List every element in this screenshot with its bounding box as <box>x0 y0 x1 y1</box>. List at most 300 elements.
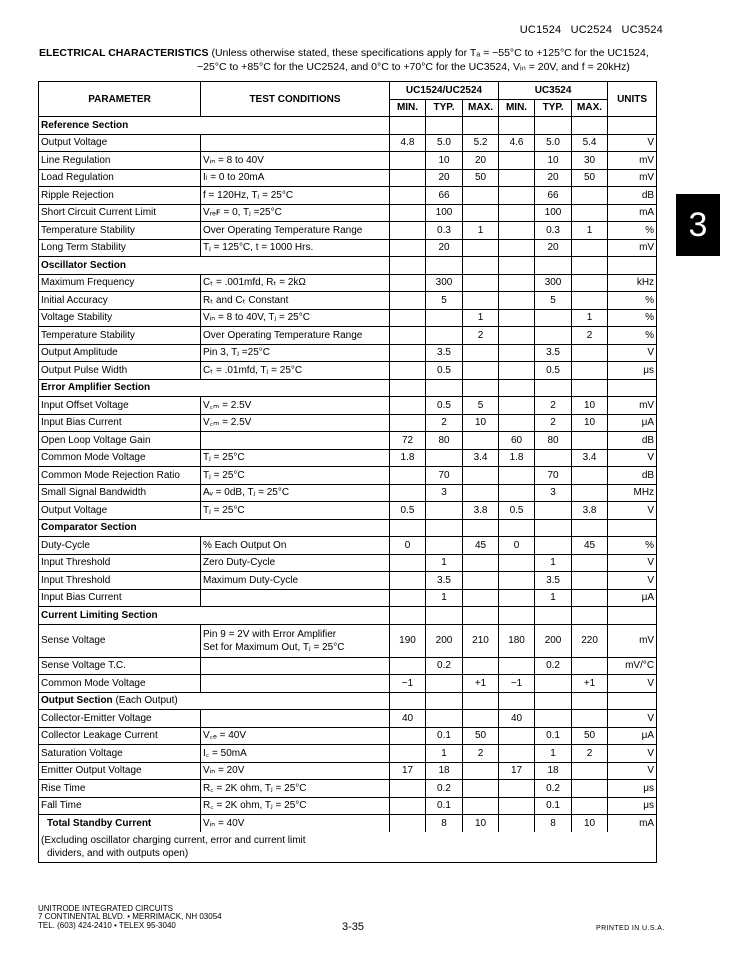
parameter-cell: Emitter Output Voltage <box>39 762 201 780</box>
max-value: 2 <box>463 327 499 345</box>
table-row <box>39 134 657 152</box>
max-value: 210 <box>463 624 499 657</box>
parameter-cell: Maximum Frequency <box>39 274 201 292</box>
typ-value <box>535 710 572 728</box>
section-title <box>39 379 390 397</box>
max-value: 20 <box>463 152 499 170</box>
units-cell: V <box>608 554 657 572</box>
max-value: 10 <box>463 815 499 832</box>
typ-value <box>535 309 572 327</box>
min-value <box>390 484 426 502</box>
test-condition-cell: Zero Duty-Cycle <box>201 554 390 572</box>
typ-value: 1 <box>426 554 463 572</box>
section-spacer-cell <box>499 257 535 275</box>
min-value <box>390 274 426 292</box>
typ-value: 0.1 <box>535 797 572 815</box>
parameter-cell: Collector-Emitter Voltage <box>39 710 201 728</box>
max-value: 10 <box>463 414 499 432</box>
test-condition-cell: I꜀ = 50mA <box>201 745 390 763</box>
min-value <box>499 589 535 607</box>
section-spacer-cell <box>535 519 572 537</box>
table-row <box>39 554 657 572</box>
test-condition-line2: Set for Maximum Out, Tⱼ = 25°C <box>203 641 345 653</box>
typ-value: 0.1 <box>426 727 463 745</box>
test-condition-cell: % Each Output On <box>201 537 390 555</box>
typ-value: 8 <box>426 815 463 832</box>
min-value: 17 <box>390 762 426 780</box>
footer-company: UNITRODE INTEGRATED CIRCUITS <box>38 904 173 913</box>
max-value: 1 <box>463 309 499 327</box>
typ-value <box>426 537 463 555</box>
max-value <box>463 657 499 675</box>
section-spacer-cell <box>535 607 572 625</box>
min-value: 17 <box>499 762 535 780</box>
typ-value: 3.5 <box>426 344 463 362</box>
section-spacer-cell <box>535 257 572 275</box>
section-spacer-cell <box>390 692 426 710</box>
test-condition-cell: Vᵣₑꜰ = 0, Tⱼ =25°C <box>201 204 390 222</box>
units-cell: μA <box>608 414 657 432</box>
max-value <box>463 344 499 362</box>
typ-value: 5 <box>426 292 463 310</box>
table-row <box>39 204 657 222</box>
section-title-text: Current Limiting Section <box>41 609 158 621</box>
typ-value: 66 <box>426 187 463 205</box>
max-value <box>572 362 608 380</box>
typ-value <box>426 675 463 693</box>
section-spacer-cell <box>390 257 426 275</box>
min-value <box>390 169 426 187</box>
typ-value: 20 <box>426 169 463 187</box>
parameter-cell: Input Bias Current <box>39 589 201 607</box>
units-cell: V <box>608 344 657 362</box>
units-cell: % <box>608 292 657 310</box>
printed-in-usa: PRINTED IN U.S.A. <box>596 925 665 932</box>
units-cell: μA <box>608 589 657 607</box>
ec-conditions-line1: (Unless otherwise stated, these specifications apply for Tₐ = −55°C to +125°C for the UC1524, <box>208 47 649 59</box>
table-row <box>39 344 657 362</box>
table-row <box>39 169 657 187</box>
units-cell: % <box>608 327 657 345</box>
max-value: 2 <box>572 327 608 345</box>
max-value: 5.2 <box>463 134 499 152</box>
table-row <box>39 762 657 780</box>
section-spacer-cell <box>426 519 463 537</box>
min-value <box>390 327 426 345</box>
electrical-characteristics-heading <box>39 47 649 59</box>
section-title <box>39 117 390 135</box>
units-cell: mV <box>608 169 657 187</box>
typ-value <box>535 502 572 520</box>
table-row <box>39 624 657 657</box>
section-spacer-cell <box>535 692 572 710</box>
section-spacer-cell <box>426 379 463 397</box>
section-spacer-cell <box>608 257 657 275</box>
test-condition-cell: Vᵢₙ = 8 to 40V, Tⱼ = 25°C <box>201 309 390 327</box>
parameter-cell: Long Term Stability <box>39 239 201 257</box>
section-spacer-cell <box>499 692 535 710</box>
test-condition-cell <box>201 657 390 675</box>
parameter-cell: Fall Time <box>39 797 201 815</box>
max-value: 45 <box>463 537 499 555</box>
typ-value: 3.5 <box>535 572 572 590</box>
table-row <box>39 239 657 257</box>
parameter-cell: Sense Voltage T.C. <box>39 657 201 675</box>
units-cell: mV <box>608 624 657 657</box>
min-value <box>390 397 426 415</box>
typ-value: 3 <box>426 484 463 502</box>
max-value <box>572 780 608 798</box>
min-value <box>390 657 426 675</box>
max-value <box>463 204 499 222</box>
min-value: 0.5 <box>390 502 426 520</box>
test-condition-cell: Rₜ and Cₜ Constant <box>201 292 390 310</box>
parameter-cell: Load Regulation <box>39 169 201 187</box>
parameter-cell: Input Threshold <box>39 554 201 572</box>
min-value <box>499 169 535 187</box>
header-uc1524-uc2524: UC1524/UC2524 <box>390 82 499 100</box>
header-max: MAX. <box>572 99 608 117</box>
min-value: 190 <box>390 624 426 657</box>
min-value <box>499 309 535 327</box>
max-value: +1 <box>572 675 608 693</box>
test-condition-cell <box>201 675 390 693</box>
typ-value: 1 <box>426 589 463 607</box>
footer-company-block <box>38 905 222 930</box>
typ-value <box>426 502 463 520</box>
typ-value: 2 <box>535 414 572 432</box>
max-value <box>572 589 608 607</box>
table-row <box>39 745 657 763</box>
min-value <box>390 362 426 380</box>
parameter-cell: Short Circuit Current Limit <box>39 204 201 222</box>
parameter-cell: Input Threshold <box>39 572 201 590</box>
min-value <box>499 274 535 292</box>
typ-value <box>426 710 463 728</box>
min-value <box>390 780 426 798</box>
ec-conditions-line2: −25°C to +85°C for the UC2524, and 0°C to +70°C for the UC3524, Vᵢₙ = 20V, and f = 20kHz) <box>197 61 630 73</box>
typ-value: 5.0 <box>426 134 463 152</box>
typ-value <box>535 327 572 345</box>
section-title <box>39 519 390 537</box>
typ-value: 0.5 <box>426 397 463 415</box>
typ-value: 20 <box>535 169 572 187</box>
section-spacer-cell <box>463 379 499 397</box>
units-cell: % <box>608 309 657 327</box>
min-value: 1.8 <box>499 449 535 467</box>
min-value: 40 <box>390 710 426 728</box>
section-spacer-cell <box>535 379 572 397</box>
standby-note-line1: (Excluding oscillator charging current, error and current limit <box>41 834 306 846</box>
parameter-cell: Input Offset Voltage <box>39 397 201 415</box>
typ-value: 0.5 <box>535 362 572 380</box>
table-row <box>39 727 657 745</box>
min-value <box>499 327 535 345</box>
parameter-cell: Common Mode Voltage <box>39 449 201 467</box>
section-spacer-cell <box>608 607 657 625</box>
typ-value: 70 <box>535 467 572 485</box>
typ-value: 0.3 <box>535 222 572 240</box>
table-row <box>39 502 657 520</box>
max-value <box>463 362 499 380</box>
units-cell: μA <box>608 727 657 745</box>
units-cell: V <box>608 572 657 590</box>
header-uc3524: UC3524 <box>499 82 608 100</box>
ec-title-bold: ELECTRICAL CHARACTERISTICS <box>39 47 209 59</box>
min-value <box>499 152 535 170</box>
units-cell: dB <box>608 467 657 485</box>
header-typ: TYP. <box>535 99 572 117</box>
max-value <box>572 762 608 780</box>
max-value: 30 <box>572 152 608 170</box>
electrical-characteristics-table <box>38 81 657 863</box>
parameter-cell: Voltage Stability <box>39 309 201 327</box>
min-value <box>390 572 426 590</box>
test-condition-cell: Tⱼ = 25°C <box>201 502 390 520</box>
max-value: 10 <box>572 397 608 415</box>
typ-value: 0.2 <box>426 780 463 798</box>
section-spacer-cell <box>608 519 657 537</box>
units-cell: V <box>608 502 657 520</box>
parameter-cell: Common Mode Rejection Ratio <box>39 467 201 485</box>
max-value: 1 <box>463 222 499 240</box>
section-header-row <box>39 519 657 537</box>
table-body <box>39 117 657 863</box>
max-value: 50 <box>463 169 499 187</box>
max-value: 5.4 <box>572 134 608 152</box>
units-cell: V <box>608 449 657 467</box>
max-value <box>463 554 499 572</box>
table-row <box>39 222 657 240</box>
test-condition-cell: f = 120Hz, Tⱼ = 25°C <box>201 187 390 205</box>
footer-address: 7 CONTINENTAL BLVD. • MERRIMACK, NH 03054 <box>38 912 222 922</box>
test-condition-cell: Vᵢₙ = 40V <box>201 815 390 832</box>
min-value <box>390 187 426 205</box>
parameter-cell: Ripple Rejection <box>39 187 201 205</box>
max-value: 3.8 <box>463 502 499 520</box>
units-cell: mV <box>608 239 657 257</box>
parameter-cell: Output Voltage <box>39 134 201 152</box>
section-spacer-cell <box>608 117 657 135</box>
table-row <box>39 187 657 205</box>
units-cell: dB <box>608 187 657 205</box>
min-value <box>390 745 426 763</box>
typ-value: 80 <box>535 432 572 450</box>
max-value: 10 <box>572 815 608 832</box>
test-condition-cell: Over Operating Temperature Range <box>201 327 390 345</box>
typ-value: 1 <box>426 745 463 763</box>
min-value <box>390 344 426 362</box>
min-value <box>499 797 535 815</box>
parameter-cell: Saturation Voltage <box>39 745 201 763</box>
section-header-row <box>39 692 657 710</box>
test-condition-cell: Iₗ = 0 to 20mA <box>201 169 390 187</box>
section-spacer-cell <box>572 607 608 625</box>
units-cell: V <box>608 745 657 763</box>
max-value <box>463 274 499 292</box>
section-header-row <box>39 117 657 135</box>
test-condition-line1: Pin 9 = 2V with Error Amplifier <box>203 628 337 640</box>
standby-note <box>39 832 657 863</box>
max-value <box>572 572 608 590</box>
section-title <box>39 257 390 275</box>
typ-value: 8 <box>535 815 572 832</box>
min-value <box>390 815 426 832</box>
typ-value <box>426 327 463 345</box>
min-value <box>390 239 426 257</box>
section-header-row <box>39 379 657 397</box>
max-value <box>463 484 499 502</box>
units-cell: V <box>608 762 657 780</box>
test-condition-cell: R꜀ = 2K ohm, Tⱼ = 25°C <box>201 780 390 798</box>
section-spacer-cell <box>499 379 535 397</box>
max-value <box>572 484 608 502</box>
max-value <box>463 239 499 257</box>
min-value <box>390 204 426 222</box>
test-condition-cell <box>201 589 390 607</box>
units-cell: % <box>608 222 657 240</box>
min-value: 72 <box>390 432 426 450</box>
table-row <box>39 327 657 345</box>
section-title-text: Error Amplifier Section <box>41 382 151 394</box>
max-value <box>572 344 608 362</box>
min-value <box>499 239 535 257</box>
section-title-text: Oscillator Section <box>41 259 127 271</box>
min-value <box>390 554 426 572</box>
part-uc2524: UC2524 <box>570 24 613 36</box>
typ-value: 0.1 <box>426 797 463 815</box>
min-value <box>499 362 535 380</box>
units-cell: MHz <box>608 484 657 502</box>
section-spacer-cell <box>572 519 608 537</box>
table-row <box>39 292 657 310</box>
max-value <box>572 710 608 728</box>
parameter-cell: Input Bias Current <box>39 414 201 432</box>
section-spacer-cell <box>390 379 426 397</box>
typ-value: 18 <box>535 762 572 780</box>
section-spacer-cell <box>463 519 499 537</box>
min-value: −1 <box>499 675 535 693</box>
typ-value: 300 <box>535 274 572 292</box>
parameter-cell: Output Amplitude <box>39 344 201 362</box>
units-cell: mV/°C <box>608 657 657 675</box>
max-value: +1 <box>463 675 499 693</box>
section-header-row <box>39 607 657 625</box>
test-condition-cell: Aᵥ = 0dB, Tⱼ = 25°C <box>201 484 390 502</box>
typ-value: 100 <box>426 204 463 222</box>
min-value <box>499 780 535 798</box>
parameter-cell: Small Signal Bandwidth <box>39 484 201 502</box>
max-value <box>572 204 608 222</box>
typ-value: 20 <box>535 239 572 257</box>
section-title <box>39 692 390 710</box>
units-cell: mA <box>608 204 657 222</box>
min-value: 0 <box>390 537 426 555</box>
units-cell: V <box>608 710 657 728</box>
section-spacer-cell <box>463 607 499 625</box>
max-value: 1 <box>572 309 608 327</box>
section-spacer-cell <box>463 692 499 710</box>
min-value <box>390 222 426 240</box>
min-value <box>499 292 535 310</box>
part-uc3524: UC3524 <box>621 24 663 36</box>
min-value <box>390 152 426 170</box>
section-spacer-cell <box>390 117 426 135</box>
typ-value <box>426 449 463 467</box>
typ-value: 3.5 <box>426 572 463 590</box>
max-value <box>572 432 608 450</box>
units-cell: mV <box>608 397 657 415</box>
table-row <box>39 467 657 485</box>
test-condition-cell: Vᵢₙ = 8 to 40V <box>201 152 390 170</box>
section-spacer-cell <box>572 379 608 397</box>
max-value <box>463 432 499 450</box>
units-cell: mV <box>608 152 657 170</box>
table-row <box>39 152 657 170</box>
table-row <box>39 432 657 450</box>
section-spacer-cell <box>608 692 657 710</box>
max-value: 45 <box>572 537 608 555</box>
parameter-cell: Collector Leakage Current <box>39 727 201 745</box>
min-value <box>499 204 535 222</box>
min-value: 180 <box>499 624 535 657</box>
typ-value: 200 <box>426 624 463 657</box>
table-row <box>39 710 657 728</box>
units-cell: mA <box>608 815 657 832</box>
typ-value: 0.5 <box>426 362 463 380</box>
table-row <box>39 309 657 327</box>
typ-value: 2 <box>426 414 463 432</box>
units-cell: kHz <box>608 274 657 292</box>
max-value <box>463 467 499 485</box>
table-row <box>39 572 657 590</box>
table-row <box>39 449 657 467</box>
units-cell: V <box>608 134 657 152</box>
min-value: 4.8 <box>390 134 426 152</box>
test-condition-cell: Cₜ = .001mfd, Rₜ = 2kΩ <box>201 274 390 292</box>
parameter-cell: Total Standby Current <box>39 815 201 832</box>
typ-value: 10 <box>535 152 572 170</box>
typ-value: 1 <box>535 554 572 572</box>
test-condition-cell <box>201 432 390 450</box>
max-value <box>572 292 608 310</box>
max-value: 220 <box>572 624 608 657</box>
section-spacer-cell <box>390 607 426 625</box>
parameter-cell: Line Regulation <box>39 152 201 170</box>
part-uc1524: UC1524 <box>519 24 562 36</box>
max-value: 50 <box>572 169 608 187</box>
test-condition-cell: V꜀ₘ = 2.5V <box>201 397 390 415</box>
max-value <box>572 797 608 815</box>
min-value: 4.6 <box>499 134 535 152</box>
min-value <box>499 397 535 415</box>
typ-value: 10 <box>426 152 463 170</box>
section-spacer-cell <box>499 519 535 537</box>
parameter-cell: Open Loop Voltage Gain <box>39 432 201 450</box>
section-spacer-cell <box>463 117 499 135</box>
min-value <box>499 467 535 485</box>
typ-value: 100 <box>535 204 572 222</box>
parameter-cell: Output Pulse Width <box>39 362 201 380</box>
section-spacer-cell <box>572 117 608 135</box>
typ-value <box>535 537 572 555</box>
typ-value: 5 <box>535 292 572 310</box>
max-value <box>572 187 608 205</box>
typ-value: 200 <box>535 624 572 657</box>
max-value: 1 <box>572 222 608 240</box>
header-test-conditions: TEST CONDITIONS <box>201 82 390 117</box>
min-value <box>390 727 426 745</box>
